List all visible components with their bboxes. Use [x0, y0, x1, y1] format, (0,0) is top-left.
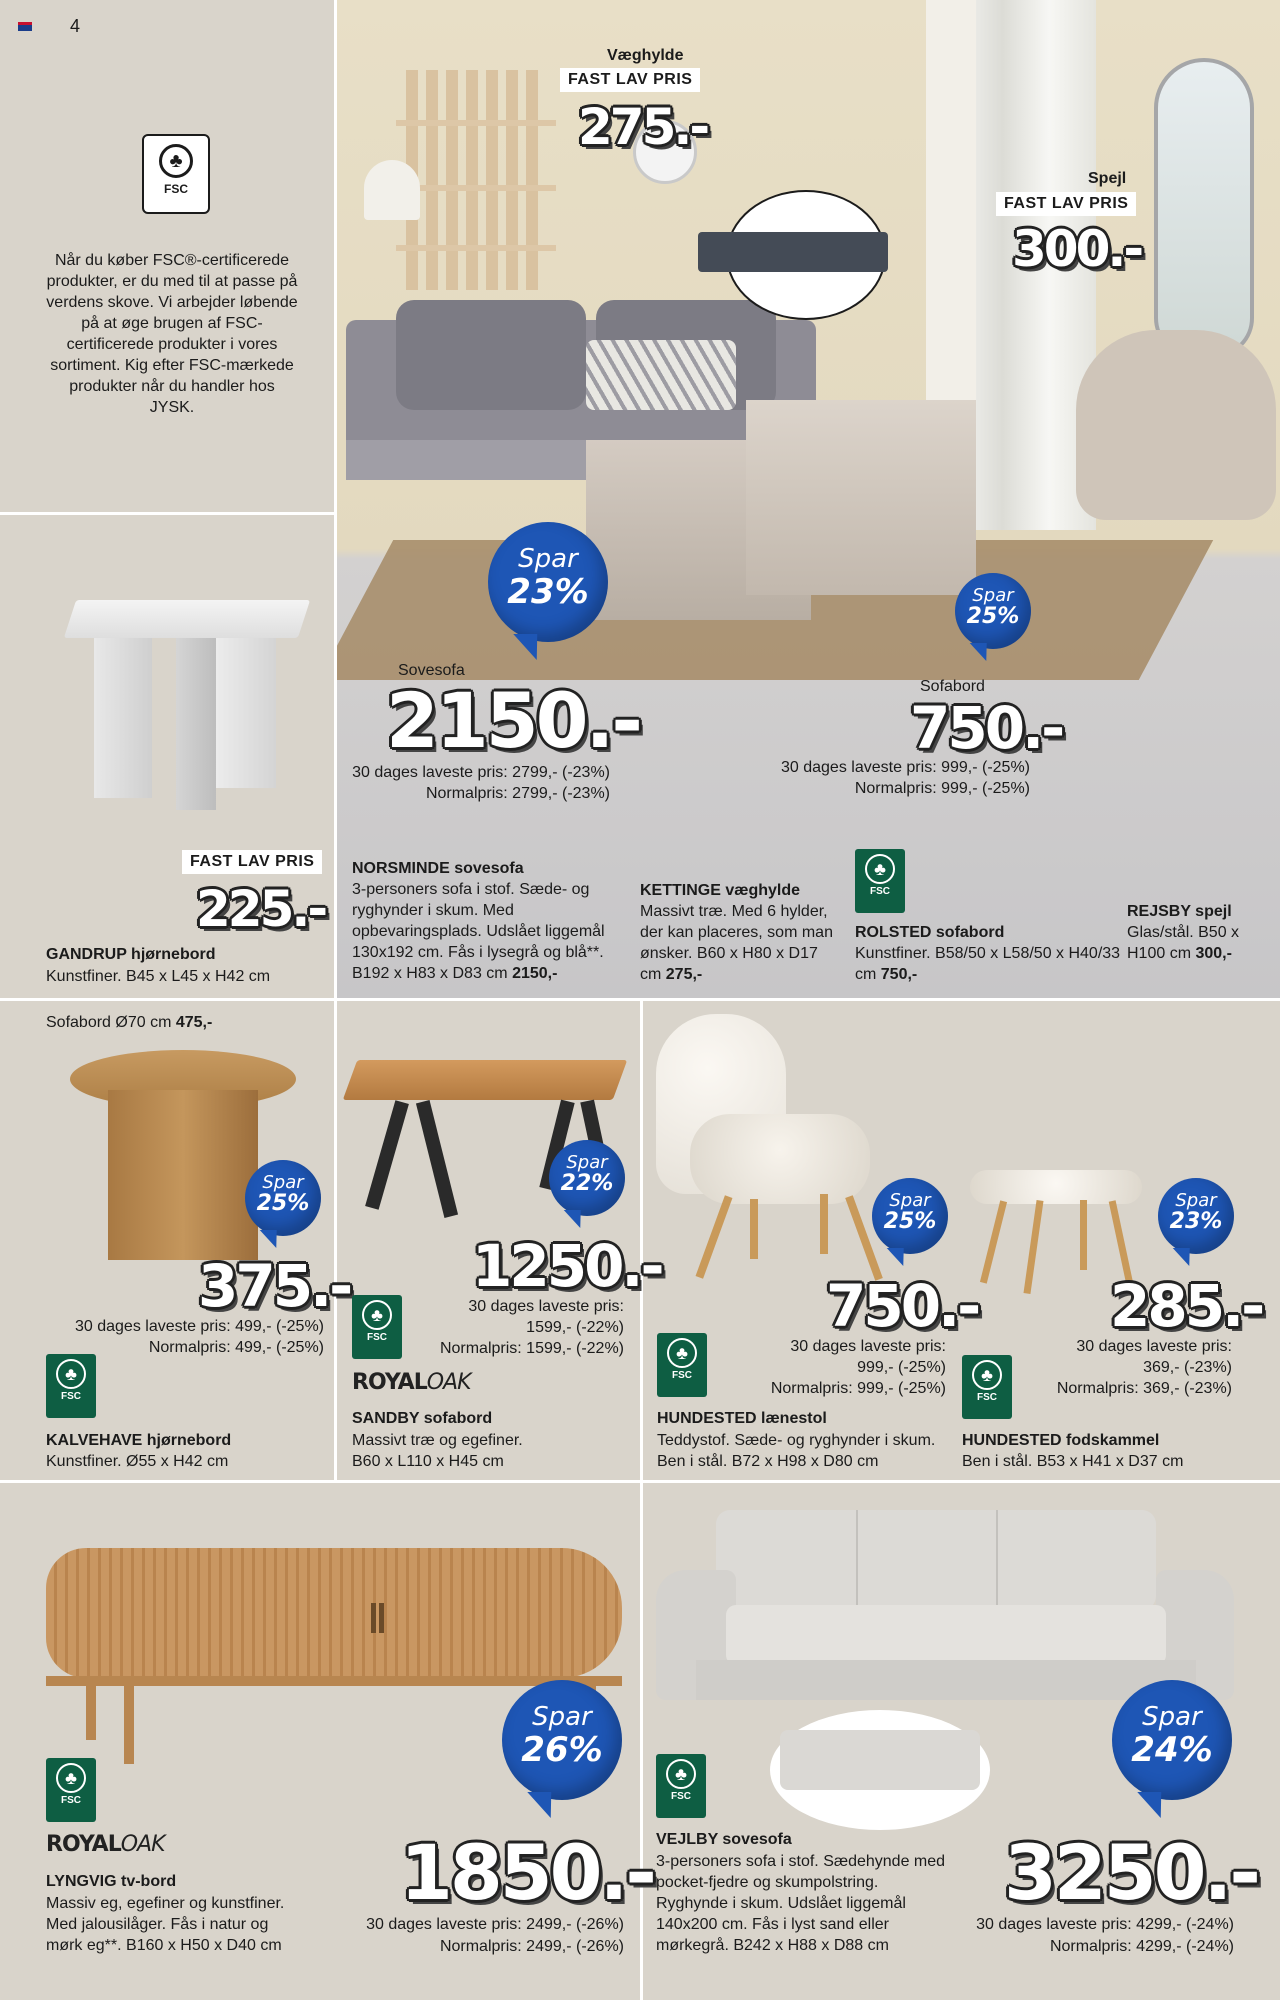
norsminde-block: [352, 858, 622, 984]
sandby-fsc-icon: ♣ FSC: [352, 1295, 402, 1359]
lyngvig-desc: Massiv eg, egefiner og kunstfiner. Med jalousilåger. Fås i natur og mørk eg**. B160 x H50 x D40 cm: [46, 1895, 285, 1954]
gandrup-side-table-image: [66, 600, 306, 810]
hundested-stool-price: 285.-: [1110, 1272, 1263, 1340]
lyngvig-price: 1850.-: [400, 1828, 654, 1917]
shelf-fixed-price-label: FAST LAV PRIS: [560, 68, 700, 92]
hundested-chair-fsc-icon: ♣ FSC: [657, 1333, 707, 1397]
page-number: 4: [70, 16, 81, 36]
rolsted-name: ROLSTED sofabord: [855, 924, 1005, 941]
mirror-fixed-price-label: FAST LAV PRIS: [996, 192, 1136, 216]
rolsted-fsc-icon: ♣ FSC: [855, 849, 905, 913]
vejlby-normal-price: Normalpris: 4299,- (-24%): [1049, 1938, 1234, 1955]
hundested-stool-normal-price: Normalpris: 369,- (-23%): [1056, 1380, 1232, 1397]
table-lowest-price: 30 dages laveste pris: 999,- (-25%): [780, 759, 1030, 776]
hundested-stool-fsc-icon: ♣ FSC: [962, 1355, 1012, 1419]
hundested-chair-name: HUNDESTED lænestol: [657, 1410, 827, 1427]
table-title: Sofabord: [920, 678, 985, 695]
sandby-discount-badge: Spar 22%: [549, 1140, 625, 1216]
gandrup-price: 225.-: [196, 880, 326, 938]
kalvehave-top-label-text: Sofabord Ø70 cm: [46, 1014, 172, 1031]
hundested-chair-image: [650, 1014, 900, 1284]
kalvehave-discount-badge: Spar 25%: [245, 1160, 321, 1236]
rolsted-desc: Kunstfiner. B58/50 x L58/50 x H40/33 cm: [855, 945, 1121, 983]
rejsby-block: [1127, 901, 1257, 964]
table-discount-badge: Spar 25%: [955, 573, 1031, 649]
kalvehave-lowest-price: 30 dages laveste pris: 499,- (-25%): [74, 1318, 324, 1335]
mirror-price: 300.-: [1012, 220, 1142, 278]
sandby-desc: Massivt træ og egefiner. B60 x L110 x H45 cm: [352, 1432, 523, 1470]
sandby-name: SANDBY sofabord: [352, 1410, 493, 1427]
hundested-stool-desc: Ben i stål. B53 x H41 x D37 cm: [962, 1453, 1184, 1470]
lyngvig-name: LYNGVIG tv-bord: [46, 1873, 177, 1890]
vejlby-fsc-icon: ♣ FSC: [656, 1754, 706, 1818]
shelf-price: 275.-: [578, 98, 708, 156]
vejlby-sofabed-inset-image: [770, 1710, 990, 1830]
wall-shelf-image: [406, 70, 546, 290]
vejlby-discount-badge: Spar 24%: [1112, 1680, 1232, 1800]
kettinge-price-inline: 275,-: [665, 966, 703, 983]
vejlby-price: 3250.-: [1004, 1828, 1258, 1917]
sandby-lowest-price: 1599,- (-22%): [526, 1319, 624, 1336]
hundested-stool-lowest-price: 369,- (-23%): [1143, 1359, 1232, 1376]
kettinge-block: [640, 880, 840, 985]
sandby-normal-price: Normalpris: 1599,- (-22%): [439, 1340, 624, 1357]
kettinge-desc: Massivt træ. Med 6 hylder, der kan placeres, som man ønsker. B60 x H80 x D17 cm: [640, 903, 833, 983]
fsc-badge-label: FSC: [164, 182, 188, 196]
shelf-title: Væghylde: [607, 47, 684, 64]
sandby-lowest-label: 30 dages laveste pris:: [468, 1298, 624, 1315]
rejsby-price-inline: 300,-: [1195, 945, 1232, 962]
sofabed-inset-image: [726, 190, 886, 320]
table-price: 750.-: [910, 694, 1063, 762]
hundested-stool-discount-badge: Spar 23%: [1158, 1178, 1234, 1254]
sofa-lowest-price: 30 dages laveste pris: 2799,- (-23%): [352, 764, 610, 781]
rolsted-price-inline: 750,-: [880, 966, 918, 983]
sofa-title: Sovesofa: [398, 662, 465, 679]
vejlby-name: VEJLBY sovesofa: [656, 1831, 792, 1848]
kalvehave-name: KALVEHAVE hjørnebord: [46, 1432, 232, 1449]
lyngvig-lowest-price: 30 dages laveste pris: 2499,- (-26%): [366, 1916, 624, 1933]
kalvehave-desc: Kunstfiner. Ø55 x H42 cm: [46, 1453, 229, 1470]
sofa-discount-badge: Spar 23%: [488, 522, 608, 642]
kalvehave-fsc-icon: ♣ FSC: [46, 1354, 96, 1418]
kalvehave-top-price: 475,-: [175, 1014, 213, 1031]
gandrup-name: GANDRUP hjørnebord: [46, 946, 216, 963]
lamp-icon: [364, 160, 420, 220]
sandby-price: 1250.-: [472, 1232, 662, 1300]
sandby-brand-logo: ROYALOAK: [352, 1370, 471, 1395]
gandrup-desc: Kunstfiner. B45 x L45 x H42 cm: [46, 968, 271, 985]
hundested-chair-discount-badge: Spar 25%: [872, 1178, 948, 1254]
hundested-stool-lowest-label: 30 dages laveste pris:: [1076, 1338, 1232, 1355]
gandrup-fixed-price-label: FAST LAV PRIS: [182, 850, 322, 874]
kalvehave-top-label: [46, 1012, 212, 1033]
mirror-title: Spejl: [1088, 170, 1127, 187]
lyngvig-normal-price: Normalpris: 2499,- (-26%): [439, 1938, 624, 1955]
hero-room-photo: [336, 0, 1280, 998]
lyngvig-fsc-icon: ♣ FSC: [46, 1758, 96, 1822]
table-normal-price: Normalpris: 999,- (-25%): [854, 780, 1030, 797]
hundested-chair-price: 750.-: [826, 1272, 979, 1340]
rejsby-name: REJSBY spejl: [1127, 903, 1232, 920]
lyngvig-brand-logo: ROYALOAK: [46, 1832, 165, 1857]
sofa-price: 2150.-: [386, 676, 640, 765]
kettinge-name: KETTINGE væghylde: [640, 882, 801, 899]
tree-icon: ♣: [159, 144, 193, 178]
norsminde-price-inline: 2150,-: [512, 965, 558, 982]
kalvehave-price: 375.-: [198, 1252, 351, 1320]
flag-icon: [18, 22, 32, 31]
rolsted-block: [855, 922, 1125, 985]
hundested-chair-normal-price: Normalpris: 999,- (-25%): [770, 1380, 946, 1397]
vejlby-desc: 3-personers sofa i stof. Sædehynde med pocket-fjedre og skumpolstring. Ryghynde i skum. Udslået liggemål 140x200 cm. Fås i lyst sand eller mørkegrå. B242 x H88 x D88 cm: [656, 1853, 946, 1954]
mirror-image: [1154, 58, 1254, 358]
vejlby-lowest-price: 30 dages laveste pris: 4299,- (-24%): [976, 1916, 1234, 1933]
lyngvig-discount-badge: Spar 26%: [502, 1680, 622, 1800]
fsc-info-text: Når du køber FSC®-certificerede produkter, er du med til at passe på verdens skove. Vi arbejder løbende på at øge brugen af FSC-certificerede produkter i vores sortiment. Kig efter FSC-mærkede produkter når du handler hos JYSK.: [46, 252, 298, 416]
kalvehave-normal-price: Normalpris: 499,- (-25%): [148, 1339, 324, 1356]
hundested-chair-lowest-price: 999,- (-25%): [857, 1359, 946, 1376]
rejsby-desc: Glas/stål. B50 x H100 cm: [1127, 924, 1240, 962]
norsminde-desc: 3-personers sofa i stof. Sæde- og ryghynder i skum. Med opbevaringsplads. Udslået liggemål 130x192 cm. Fås i lysegrå og blå**. B192 x H83 x D83 cm: [352, 881, 605, 982]
hundested-chair-lowest-label: 30 dages laveste pris:: [790, 1338, 946, 1355]
sofa-normal-price: Normalpris: 2799,- (-23%): [425, 785, 610, 802]
hundested-chair-desc: Teddystof. Sæde- og ryghynder i skum. Ben i stål. B72 x H98 x D80 cm: [657, 1432, 936, 1470]
hundested-stool-name: HUNDESTED fodskammel: [962, 1432, 1160, 1449]
armchair-image: [1076, 330, 1276, 520]
fsc-info-logo: [142, 134, 210, 214]
norsminde-name: NORSMINDE sovesofa: [352, 860, 524, 877]
